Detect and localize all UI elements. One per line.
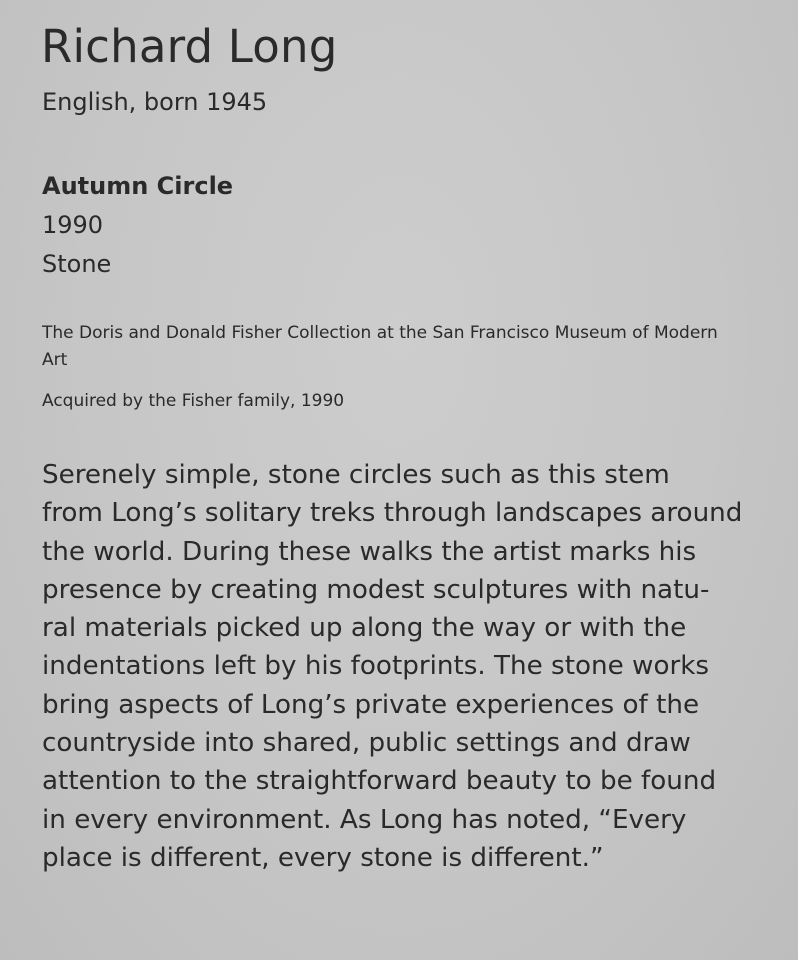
- description-line: bring aspects of Long’s private experiences of the: [42, 689, 700, 720]
- description-line: in every environment. As Long has noted, “Every: [42, 804, 687, 835]
- artist-nationality-birth: English, born 1945: [42, 88, 268, 116]
- artwork-title: Autumn Circle: [42, 172, 234, 200]
- description-line: Serenely simple, stone circles such as this stem: [42, 460, 670, 490]
- artist-name: Richard Long: [41, 20, 338, 73]
- description-line: presence by creating modest sculptures with natu-: [42, 574, 710, 605]
- collection-credit: The Doris and Donald Fisher Collection at the San Francisco Museum of Modern Art: [42, 323, 718, 370]
- artwork-medium: Stone: [42, 250, 112, 278]
- artwork-year: 1990: [42, 211, 104, 239]
- description-line: place is different, every stone is different.”: [42, 842, 604, 873]
- artwork-description: [42, 456, 772, 877]
- provenance-credit: Acquired by the Fisher family, 1990: [42, 391, 345, 411]
- description-line: countryside into shared, public settings and draw: [42, 728, 691, 759]
- description-line: from Long’s solitary treks through landscapes around: [42, 498, 743, 529]
- description-line: attention to the straightforward beauty to be found: [42, 766, 717, 797]
- description-line: the world. During these walks the artist marks his: [42, 536, 697, 567]
- description-line: ral materials picked up along the way or with the: [42, 613, 687, 644]
- description-line: indentations left by his footprints. The stone works: [42, 651, 710, 682]
